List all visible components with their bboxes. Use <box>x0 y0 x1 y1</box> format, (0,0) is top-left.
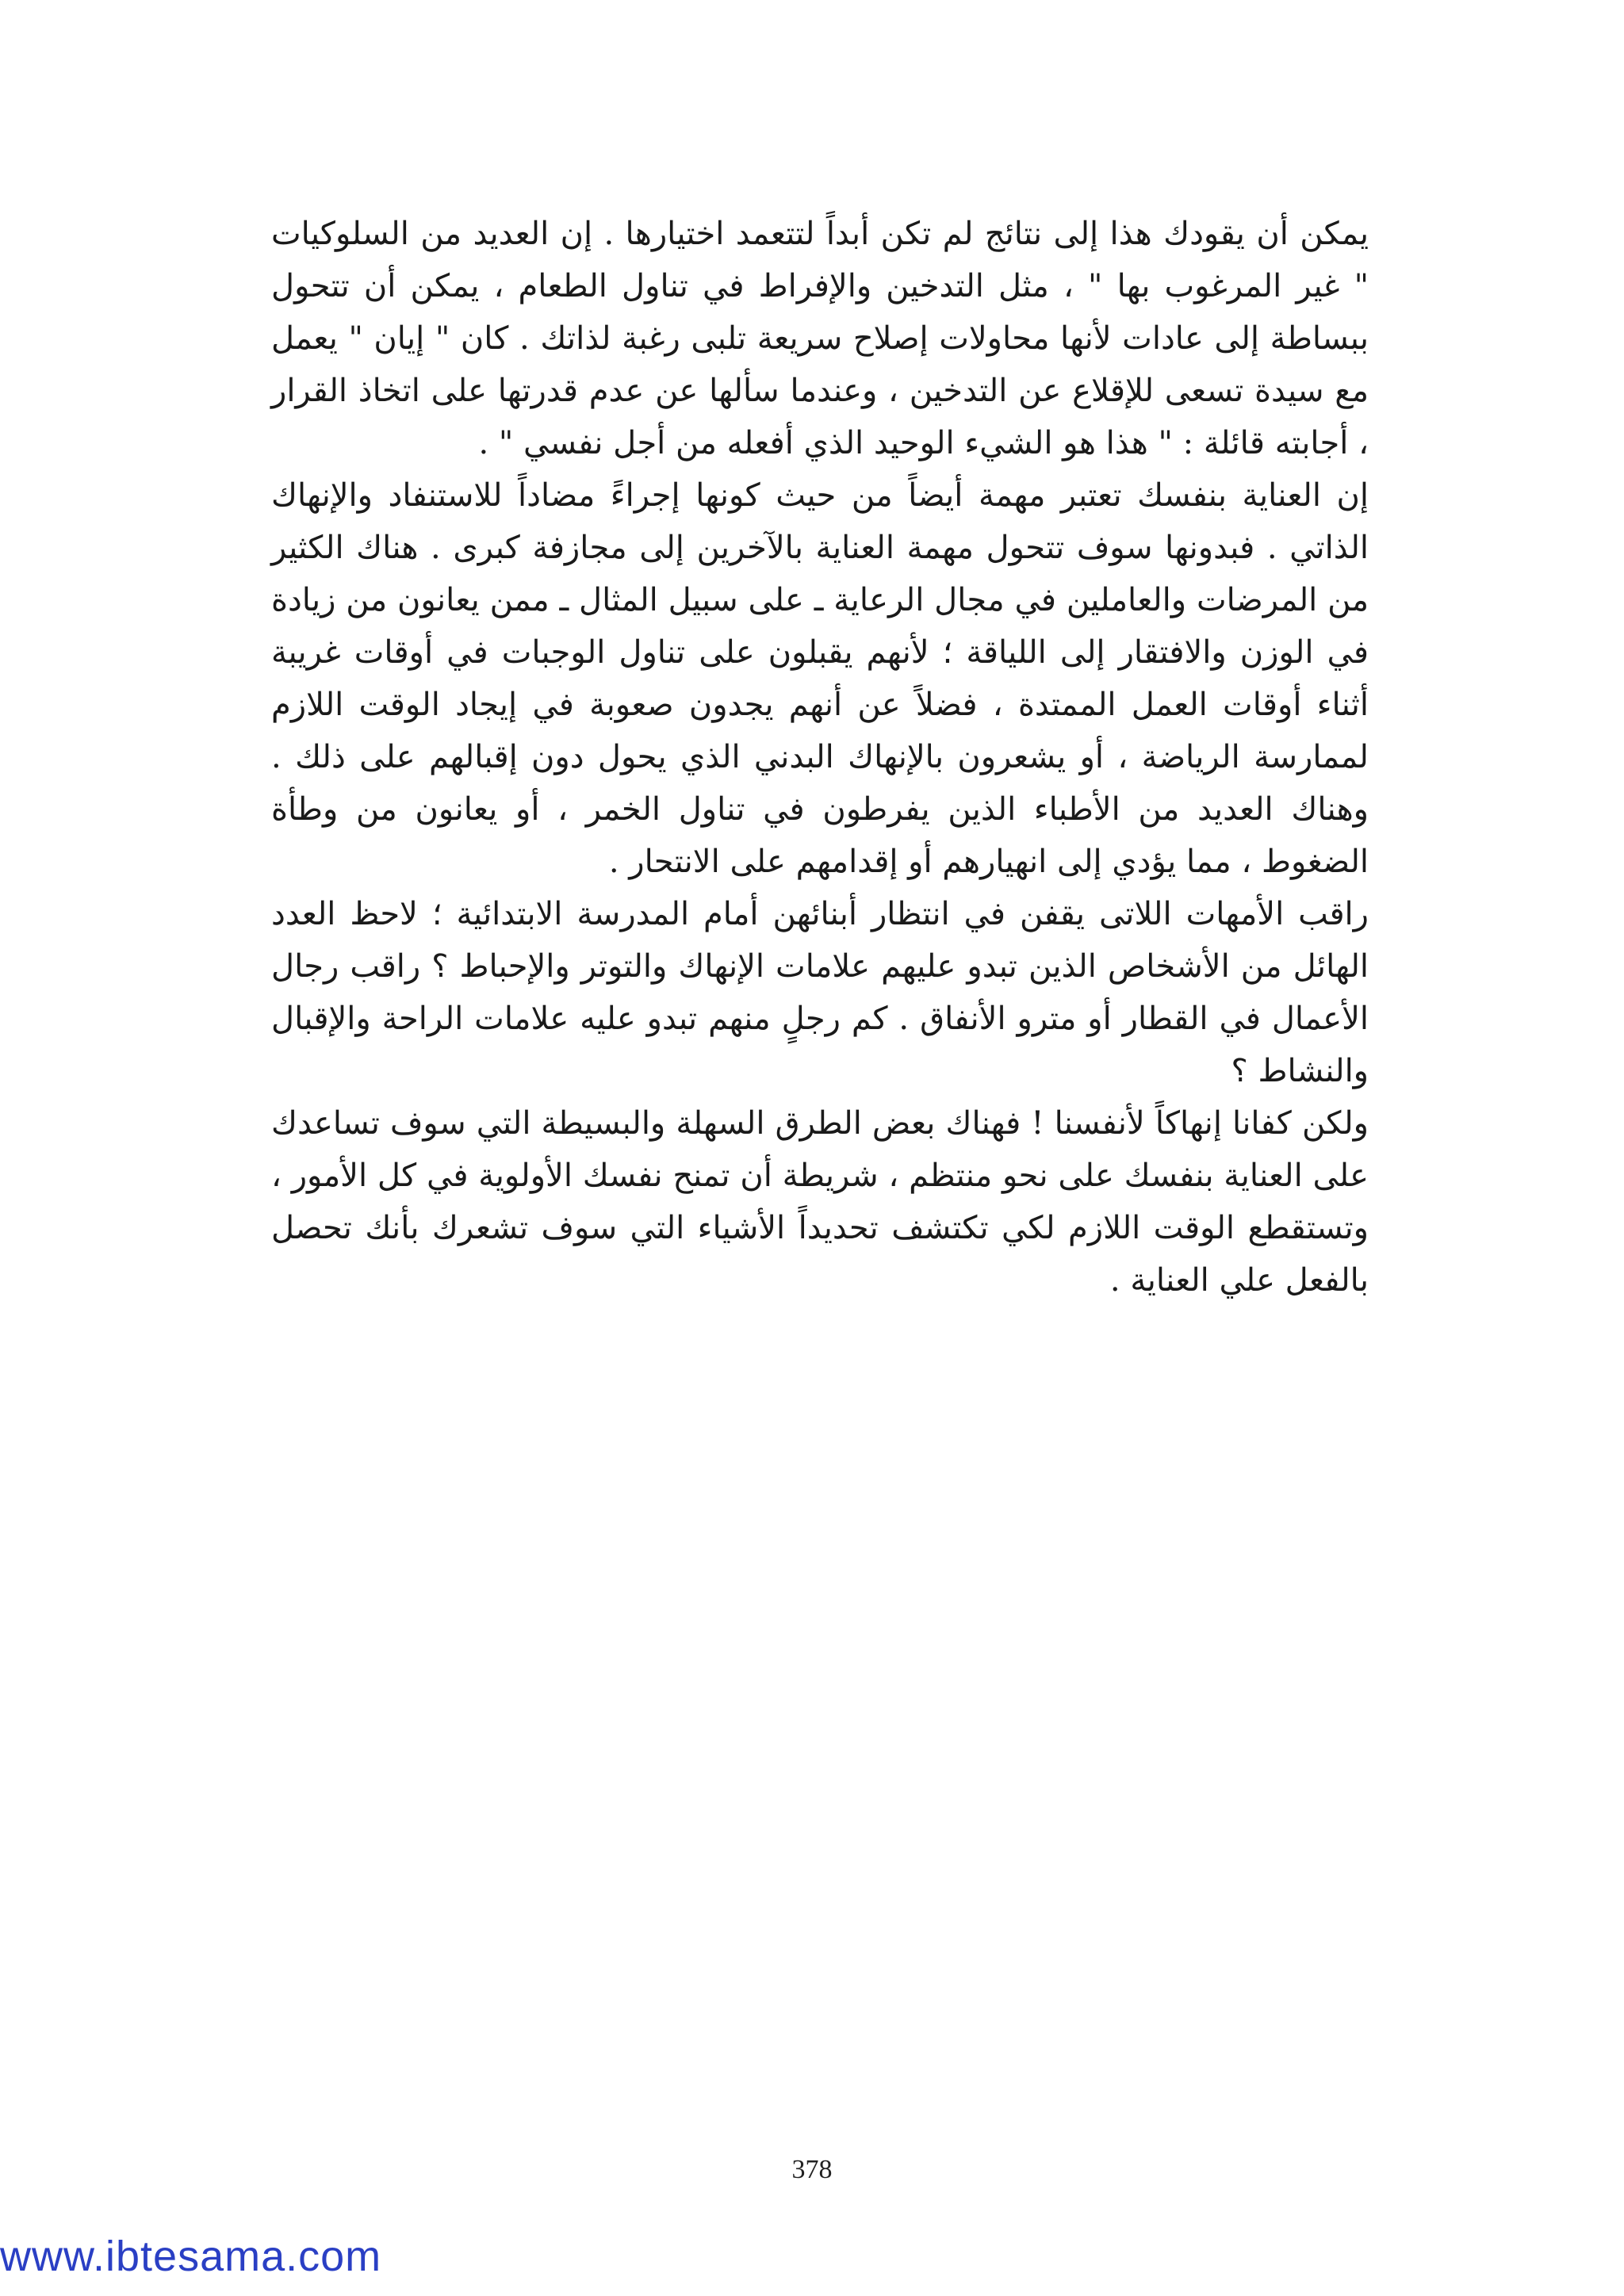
page-number: 378 <box>791 2155 833 2184</box>
page-body <box>271 208 1369 1307</box>
paragraph-2: إن العناية بنفسك تعتبر مهمة أيضاً من حيث كونها إجراءً مضاداً للاستنفاد والإنهاك الذاتي . فبدونها سوف تتحول مهمة العناية بالآخرين إلى مجازفة كبرى . هناك الكثير من المرضات والعاملين في مجال الرعاية ـ على سبيل المثال ـ ممن يعانون من زيادة في الوزن والافتقار إلى اللياقة ؛ لأنهم يقبلون على تناول الوجبات في أوقات غريبة أثناء أوقات العمل الممتدة ، فضلاً عن أنهم يجدون صعوبة في إيجاد الوقت اللازم لممارسة الرياضة ، أو يشعرون بالإنهاك البدني الذي يحول دون إقبالهم على ذلك . وهناك العديد من الأطباء الذين يفرطون في تناول الخمر ، أو يعانون من وطأة الضغوط ، مما يؤدي إلى انهيارهم أو إقدامهم على الانتحار . <box>271 477 1369 880</box>
paragraph-3: راقب الأمهات اللاتى يقفن في انتظار أبنائهن أمام المدرسة الابتدائية ؛ لاحظ العدد الهائل من الأشخاص الذين تبدو عليهم علامات الإنهاك والتوتر والإحباط ؟ راقب رجال الأعمال في القطار أو مترو الأنفاق . كم رجلٍ منهم تبدو عليه علامات الراحة والإقبال والنشاط ؟ <box>271 896 1369 1089</box>
paragraph-1: يمكن أن يقودك هذا إلى نتائج لم تكن أبداً لتتعمد اختيارها . إن العديد من السلوكيات " غير المرغوب بها " ، مثل التدخين والإفراط في تناول الطعام ، يمكن أن تتحول ببساطة إلى عادات لأنها محاولات إصلاح سريعة تلبى رغبة لذاتك . كان " إيان " يعمل مع سيدة تسعى للإقلاع عن التدخين ، وعندما سألها عن عدم قدرتها على اتخاذ القرار ، أجابته قائلة : " هذا هو الشيء الوحيد الذي أفعله من أجل نفسي " . <box>271 216 1369 461</box>
watermark-url: www.ibtesama.com <box>0 2233 382 2280</box>
paragraph-4: ولكن كفانا إنهاكاً لأنفسنا ! فهناك بعض الطرق السهلة والبسيطة التي سوف تساعدك على العناية بنفسك على نحو منتظم ، شريطة أن تمنح نفسك الأولوية في كل الأمور ، وتستقطع الوقت اللازم لكي تكتشف تحديداً الأشياء التي سوف تشعرك بأنك تحصل بالفعل علي العناية . <box>271 1105 1369 1299</box>
